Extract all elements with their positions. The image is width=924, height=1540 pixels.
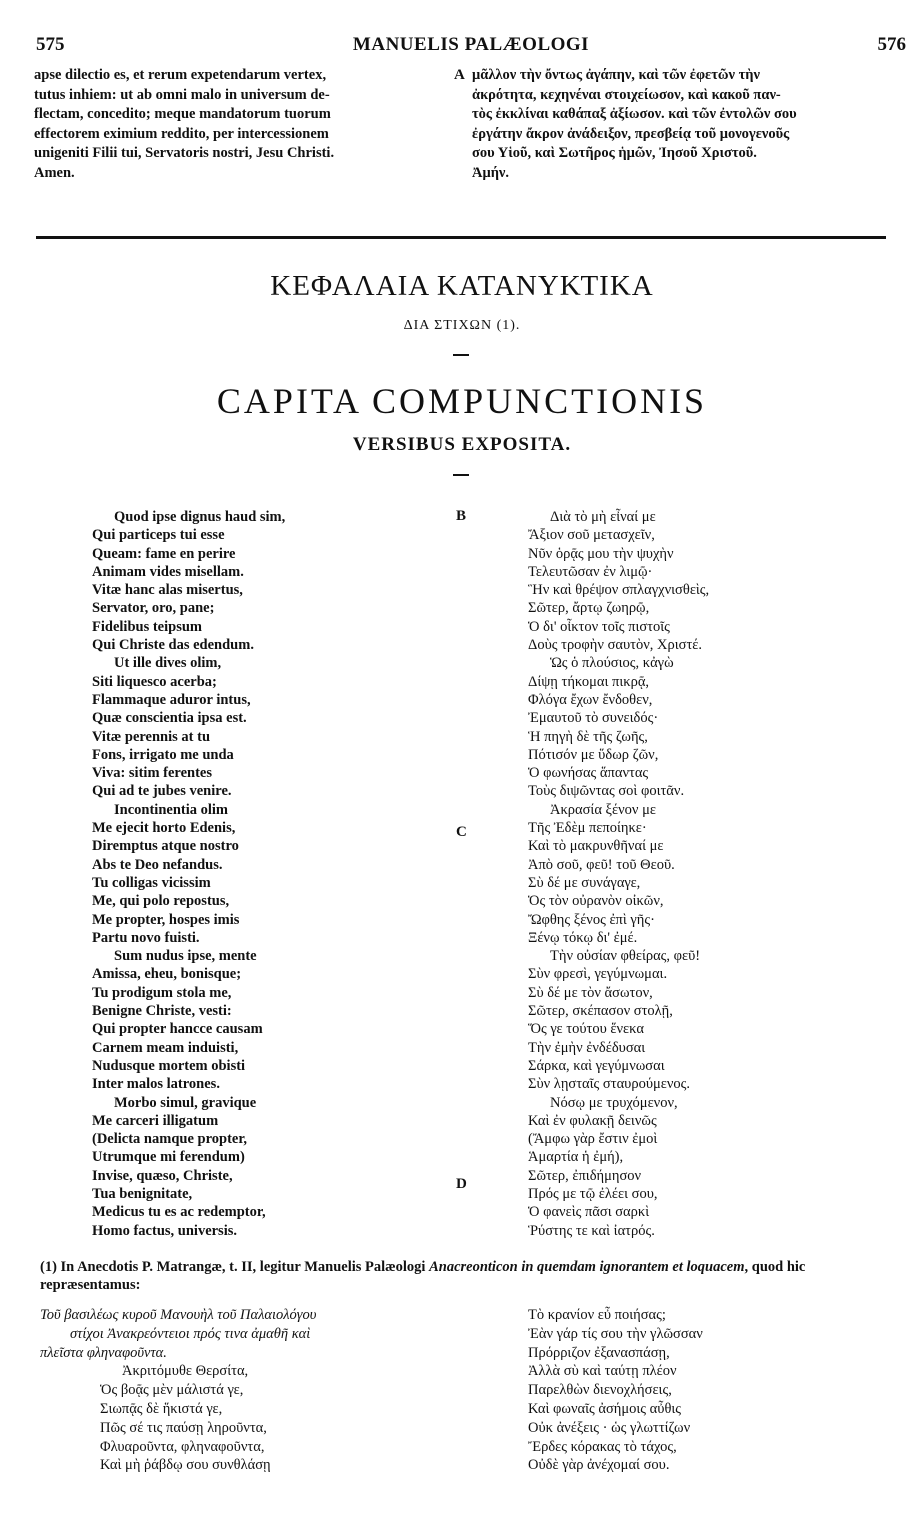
text-line: effectorem eximium reddito, per intercessionem: [34, 125, 329, 142]
top-text-block: [34, 66, 890, 216]
greek-poem-column: [528, 508, 858, 1240]
latin-subtitle: VERSIBUS EXPOSITA.: [352, 434, 572, 455]
verse-line: Carnem meam induisti,: [92, 1039, 239, 1056]
verse-line: Ὁ φωνήσας ἅπαντας: [528, 765, 649, 782]
verse-line: Ἡ πηγὴ δὲ τῆς ζωῆς,: [528, 728, 648, 745]
verse-line: Σὺ δέ με τὸν ἄσωτον,: [528, 984, 653, 1001]
verse-line: Δοὺς τροφὴν σαυτὸν, Χριστέ.: [528, 637, 703, 654]
verse-line: Diremptus atque nostro: [92, 838, 239, 855]
verse-line: Ὁς τὸν οὐρανὸν οἰκῶν,: [528, 893, 664, 910]
footnote-greek-right-column: [528, 1306, 888, 1475]
verse-line: Τελευτῶσαν ἐν λιμῷ·: [528, 563, 653, 580]
verse-line: Animam vides misellam.: [92, 563, 244, 580]
text-line: flectam, concedito; meque mandatorum tuorum: [34, 106, 331, 123]
verse-line: Viva: sitim ferentes: [92, 765, 212, 782]
footnote-greek-left-column: [40, 1306, 470, 1475]
text-line: σου Υἱοῦ, καὶ Σωτῆρος ἡμῶν, Ἰησοῦ Χριστοῦ.: [472, 145, 757, 162]
running-title: MANUELIS PALÆOLOGI: [352, 34, 590, 55]
text-line: tutus inhiem: ut ab omni malo in universum de-: [34, 86, 330, 103]
small-dash-divider: [453, 354, 469, 356]
verse-line: Ἄξιον σοῦ μετασχεῖν,: [528, 527, 655, 544]
verse-line: Καὶ φωναῖς ἀσήμοις αὖθις: [528, 1400, 682, 1417]
verse-line: Τὸ κρανίον εὖ ποιήσας;: [528, 1307, 666, 1323]
verse-line: Σάρκα, καὶ γεγύμνωσαι: [528, 1057, 665, 1074]
verse-line: Οὐδὲ γὰρ ἀνέχομαί σου.: [528, 1457, 670, 1474]
verse-line: Ἀπὸ σοῦ, φεῦ! τοῦ Θεοῦ.: [528, 856, 675, 873]
verse-line: Καὶ μὴ ῥάβδῳ σου συνθλάσῃ: [100, 1457, 271, 1474]
verse-line: Καὶ ἐν φυλακῇ δεινῶς: [528, 1112, 657, 1129]
top-latin-column: [34, 66, 452, 184]
verse-line: Πῶς σέ τις παύσῃ ληροῦντα,: [100, 1419, 267, 1436]
verse-line: Ὁ δι' οἶκτον τοῖς πιστοῖς: [528, 618, 670, 635]
running-head: [36, 34, 906, 60]
verse-line: Qui Christe das edendum.: [92, 637, 254, 654]
verse-line: Ὅς γε τούτου ἕνεκα: [528, 1021, 644, 1038]
verse-line: Ξένῳ τόκῳ δι' ἐμέ.: [528, 929, 638, 946]
text-line: Ἀμήν.: [472, 164, 510, 181]
verse-line: Τοὺς διψῶντας σοὶ φοιτᾶν.: [528, 783, 685, 800]
verse-line: Me propter, hospes imis: [92, 911, 240, 928]
small-dash-divider: [453, 474, 469, 476]
verse-line: Nudusque mortem obisti: [92, 1057, 246, 1074]
verse-line: Νόσῳ με τρυχόμενον,: [550, 1094, 678, 1111]
footnote-heading-line: στίχοι Ἀνακρεόντειοι πρός τινα ἀμαθῆ καὶ: [70, 1325, 311, 1342]
verse-line: Amissa, eheu, bonisque;: [92, 966, 242, 983]
verse-line: Benigne Christe, vesti:: [92, 1003, 232, 1020]
verse-line: Sum nudus ipse, mente: [114, 948, 257, 965]
verse-line: Φλόγα ἔχων ἔνδοθεν,: [528, 691, 653, 708]
verse-line: Διὰ τὸ μὴ εἶναί με: [550, 509, 656, 525]
verse-line: Quæ conscientia ipsa est.: [92, 710, 247, 727]
greek-subtitle: ΔΙΑ ΣΤΙΧΩΝ (1).: [403, 318, 521, 333]
verse-line: Τῆς Ἐδὲμ πεποίηκε·: [528, 820, 647, 837]
text-line: ἐργάτην ἄκρον ἀνάδειξον, πρεσβείᾳ τοῦ μονογενοῦς: [472, 125, 790, 142]
verse-line: Ἁμαρτία ἡ ἐμή),: [528, 1149, 624, 1166]
verse-line: Queam: fame en perire: [92, 545, 236, 562]
page-number-right: 576: [877, 34, 906, 55]
verse-line: Siti liquesco acerba;: [92, 673, 217, 690]
verse-line: Οὐκ ἀνέξεις · ὡς γλωττίζων: [528, 1419, 691, 1436]
verse-line: Ὤφθης ξένος ἐπὶ γῆς·: [528, 911, 655, 928]
verse-line: Ἀκρασία ξένον με: [550, 801, 656, 818]
verse-line: Qui propter hancce causam: [92, 1021, 263, 1038]
footnote-heading-line: Τοῦ βασιλέως κυροῦ Μανουὴλ τοῦ Παλαιολόγου: [40, 1307, 317, 1323]
verse-line: Φλυαροῦντα, φληναφοῦντα,: [100, 1438, 265, 1455]
verse-line: Σιωπᾷς δὲ ἥκιστά γε,: [100, 1400, 223, 1417]
greek-title: ΚΕΦΑΛΑΙΑ ΚΑΤΑΝΥΚΤΙΚΑ: [270, 270, 654, 302]
text-line: apse dilectio es, et rerum expetendarum vertex,: [34, 67, 327, 83]
verse-line: Τὴν οὐσίαν φθείρας, φεῦ!: [550, 948, 701, 965]
footnote-tail: , quod hic repræsentamus:: [40, 1259, 806, 1293]
verse-line: (Ἄμφω γὰρ ἔστιν ἐμοὶ: [528, 1131, 658, 1148]
verse-line: Me, qui polo repostus,: [92, 893, 230, 910]
text-line: unigeniti Filii tui, Servatoris nostri, Jesu Christi.: [34, 145, 335, 162]
verse-line: Νῦν ὁρᾷς μου τὴν ψυχὴν: [528, 545, 674, 562]
text-line: μᾶλλον τὴν ὄντως ἀγάπην, καὶ τῶν ἐφετῶν τὴν: [472, 67, 761, 83]
page-number-left: 575: [36, 34, 65, 55]
verse-line: Ἐμαυτοῦ τὸ συνειδός·: [528, 710, 659, 727]
verse-line: Πότισόν με ὕδωρ ζῶν,: [528, 746, 659, 763]
verse-line: Flammaque aduror intus,: [92, 691, 251, 708]
verse-line: Ἔρδες κόρακας τὸ τάχος,: [528, 1438, 677, 1455]
verse-line: Me ejecit horto Edenis,: [92, 820, 236, 837]
footnote: [40, 1258, 888, 1294]
verse-line: Partu novo fuisti.: [92, 929, 200, 946]
verse-line: Quod ipse dignus haud sim,: [114, 509, 286, 525]
verse-line: Vitæ hanc alas misertus,: [92, 582, 243, 599]
verse-line: Σὺ δέ με συνάγαγε,: [528, 874, 641, 891]
footnote-heading-line: πλεῖστα φληναφοῦντα.: [40, 1344, 167, 1361]
text-line: τὸς ἐκκλίναι καθάπαξ ἀξίωσον. καὶ τῶν ἐντολῶν σου: [472, 106, 797, 123]
verse-line: Σῶτερ, σκέπασον στολῇ,: [528, 1003, 673, 1020]
verse-line: Ut ille dives olim,: [114, 655, 222, 672]
verse-line: Invise, quæso, Christe,: [92, 1167, 233, 1184]
verse-line: Ἣν καὶ θρέψον σπλαγχνισθεὶς,: [528, 582, 710, 599]
top-greek-column: [472, 66, 892, 184]
verse-line: Ἀλλὰ σὺ καὶ ταύτῃ πλέον: [528, 1363, 677, 1380]
verse-line: Tu prodigum stola me,: [92, 984, 232, 1001]
verse-line: Morbo simul, gravique: [114, 1094, 257, 1111]
verse-line: Homo factus, universis.: [92, 1222, 237, 1239]
verse-line: Medicus tu es ac redemptor,: [92, 1204, 266, 1221]
verse-line: Σῶτερ, ἄρτῳ ζωηρῷ,: [528, 600, 650, 617]
latin-poem-column: [92, 508, 422, 1240]
footnote-left-verses: [40, 1362, 470, 1475]
verse-line: Ὁ φανεὶς πᾶσι σαρκὶ: [528, 1204, 650, 1221]
verse-line: Σῶτερ, ἐπιδήμησον: [528, 1167, 642, 1184]
margin-marker-c: C: [456, 824, 467, 840]
verse-line: (Delicta namque propter,: [92, 1131, 248, 1148]
verse-line: Ἀκριτόμυθε Θερσίτα,: [122, 1363, 249, 1380]
verse-line: Ἐὰν γάρ τίς σου τὴν γλῶσσαν: [528, 1325, 703, 1342]
verse-line: Τὴν ἐμὴν ἐνδέδυσαι: [528, 1039, 646, 1056]
verse-line: Σὺν φρεσὶ, γεγύμνωμαι.: [528, 966, 668, 983]
footnote-text: (1) In Anecdotis P. Matrangæ, t. II, legitur Manuelis Palæologi: [40, 1259, 430, 1275]
margin-marker-b: B: [456, 508, 467, 524]
verse-line: Utrumque mi ferendum): [92, 1149, 245, 1166]
verse-line: Fons, irrigato me unda: [92, 746, 234, 763]
text-line: ἀκρότητα, κεχηνέναι στοιχείωσον, καὶ κακοῦ παν-: [472, 86, 781, 103]
verse-line: Παρελθὼν διενοχλήσεις,: [528, 1382, 672, 1399]
verse-line: Incontinentia olim: [114, 801, 228, 818]
verse-line: Qui ad te jubes venire.: [92, 783, 232, 800]
verse-line: Σὺν λῃσταῖς σταυρούμενος.: [528, 1076, 691, 1093]
section-divider-rule: [36, 236, 886, 239]
verse-line: Fidelibus teipsum: [92, 618, 202, 635]
footnote-italic-title: Anacreonticon in quemdam ignorantem et loquacem: [429, 1259, 745, 1275]
verse-line: Servator, oro, pane;: [92, 600, 215, 617]
margin-marker-d: D: [456, 1176, 467, 1192]
verse-line: Ῥύστης τε καὶ ἰατρός.: [528, 1222, 655, 1239]
verse-line: Inter malos latrones.: [92, 1076, 220, 1093]
verse-line: Δίψῃ τήκομαι πικρᾷ,: [528, 673, 650, 690]
verse-line: Καὶ τὸ μακρυνθῆναί με: [528, 838, 664, 855]
verse-line: Vitæ perennis at tu: [92, 728, 211, 745]
verse-line: Tu colligas vicissim: [92, 874, 211, 891]
verse-line: Qui particeps tui esse: [92, 527, 225, 544]
verse-line: Me carceri illigatum: [92, 1112, 219, 1129]
verse-line: Ὡς ὁ πλούσιος, κἀγὼ: [550, 655, 674, 672]
margin-marker-a: A: [454, 67, 465, 83]
verse-line: Abs te Deo nefandus.: [92, 856, 223, 873]
verse-line: Πρόρριζον ἐξανασπάσῃ,: [528, 1344, 670, 1361]
text-line: Amen.: [34, 164, 75, 181]
verse-line: Ὁς βοᾷς μὲν μάλιστά γε,: [100, 1382, 244, 1399]
verse-line: Πρός με τῷ ἐλέει σου,: [528, 1185, 658, 1202]
verse-line: Tua benignitate,: [92, 1185, 193, 1202]
latin-title: CAPITA COMPUNCTIONIS: [216, 381, 708, 421]
